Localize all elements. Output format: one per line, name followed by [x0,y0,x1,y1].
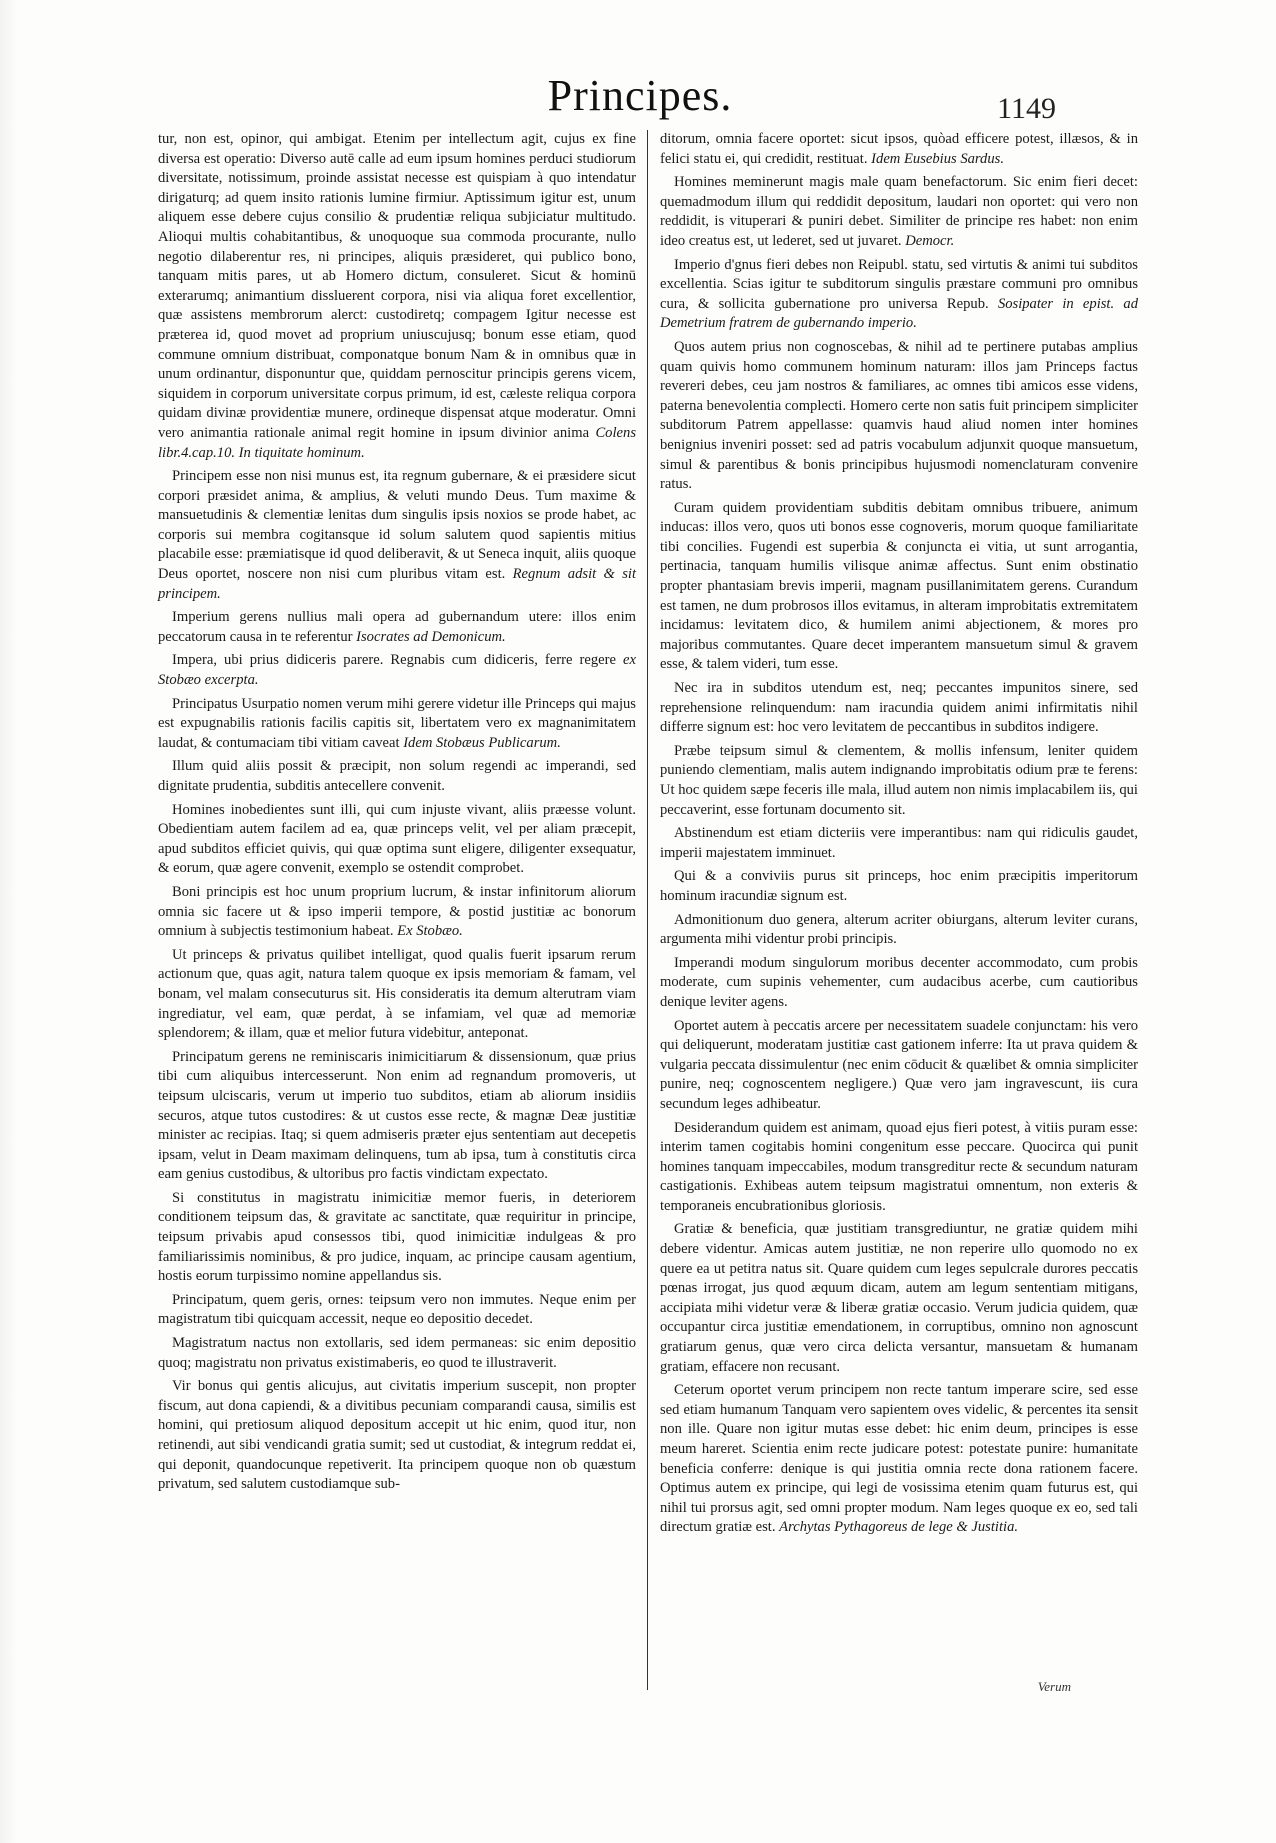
source-citation: Idem Eusebius Sardus. [871,150,1004,167]
paragraph-text: ditorum, omnia facere oportet: sicut ipsos, quòad efficere potest, illæsos, & in felici statu ei, qui credidit, restituat. [660,131,1138,167]
paragraph-text: Magistratum nactus non extollaris, sed idem permaneas: sic enim depositio quoq; magistratu non privatus existimaberis, eo quod te illustraverit. [158,1335,636,1371]
paragraph [158,608,636,647]
source-citation: Isocrates ad Demonicum. [356,628,506,645]
paragraph [660,1381,1138,1538]
paragraph [158,467,636,604]
paragraph [660,824,1138,863]
page-number: 1149 [997,92,1056,125]
paragraph [660,1017,1138,1115]
source-citation: Colens libr.4.cap.10. In tiquitate hominum. [158,424,636,461]
paragraph-text: Imperio d'gnus fieri debes non Reipubl. statu, sed virtutis & animi tui subditos excellentia. Scias igitur te subditorum singulis præstare communi pro omnibus cura, & sollicita gubernatione pro universa Repub. [660,256,1138,312]
paragraph [158,1048,636,1185]
paragraph [660,130,1138,169]
paragraph-text: Homines meminerunt magis male quam benefactorum. Sic enim fieri decet: quemadmodum illum qui reddidit depositum, laudari non oportet: qui vero non reddidit, is vituperari & puniri debet. Similiter de principe res habet: non enim ideo creatus est, ut lederet, sed ut juvaret. [660,174,1138,249]
paragraph-text: Curam quidem providentiam subditis debitam omnibus tribuere, animum inducas: illos vero, quos uti bonos esse cognoveris, morum quoque familiaritate tibi concilies. Fugendi est superbia & conjuncta ei vitia, ut sunt arrogantia, pertinacia, tanquam humilis vilisque animæ affectus. Sunt enim obstinatio propter phantasiam brevis imperii, magnam pusillanimitatem gerens. Curandum est tamen, ne dum probrosos illos evitamus, in alteram improbitatis extremitatem incidamus: levitatem dico, & humilem animi abjectionem, & mores pro majoribus commutantes. Quare decet imperantem mansuetum simul & gravem esse, & talem videri, tum esse. [660,499,1138,673]
paragraph-text: Principatum, quem geris, ornes: teipsum vero non immutes. Neque enim per magistratum tibi quicquam accessit, neque eo depositio decedet. [158,1291,636,1328]
paragraph [158,1377,636,1495]
paragraph-text: Boni principis est hoc unum proprium lucrum, & instar infinitorum aliorum omnia sic facere ut & ipso imperii tempore, & postid justitiæ ac bonorum omnium à subjectis testimonium habeat. [158,883,636,940]
paragraph-text: Principatus Usurpatio nomen verum mihi gerere videtur ille Princeps qui majus est expugnabilis rationis facilis capitis sit, libertatem vero ex magnanimitatem laudat, & contumaciam tibi vitiam caveat [158,695,636,751]
paragraph [660,256,1138,334]
paragraph [158,1189,636,1287]
paragraph [660,679,1138,738]
paragraph-text: Abstinendum est etiam dicteriis vere imperantibus: nam qui ridiculis gaudet, imperii majestatem imminuet. [660,825,1138,861]
paragraph [158,757,636,796]
paragraph [158,130,636,463]
paragraph [660,338,1138,495]
source-citation: Sosipater in epist. ad Demetrium fratrem de gubernando imperio. [660,295,1138,332]
paragraph-text: Vir bonus qui gentis alicujus, aut civitatis imperium suscepit, non propter fiscum, aut dona capiendi, & a divitibus pecuniam comparandi causa, similis est homini, qui pretiosum aliquod depositum accepit ut hic enim, quod itur, non retinendi, aut sibi vendicandi gratia sumit; sed ut custodiat, & integrum reddat ei, qui deponit, quandocunque repetiverit. Ita principem quoque non ob quæstum privatum, sed salutem custodiamque sub- [158,1378,636,1493]
paragraph [158,946,636,1044]
right-text-column [660,130,1138,1542]
paragraph-text: Ceterum oportet verum principem non recte tantum imperare scire, sed esse sed etiam humanum Tanquam vero sapientem oves videlic, & percentes ita sensit non ille. Quare non igitur mutas esse debet: hic enim deum, principes is esse meum hareret. Scientia enim recte judicare potest: potestate punire: humanitate beneficia conferre: denique is qui justitia omnia recte dona rationem facere. Optimus autem ex principe, qui legi de vosissima etenim quam futurus est, qui nihil tui prorsus agit, sed omni propter modum. Nam leges quoque ex eo, sed tali directum gratiæ est. [660,1382,1138,1536]
paragraph-text: Admonitionum duo genera, alterum acriter obiurgans, alterum leviter curans, argumenta mihi videntur probi principis. [660,911,1138,948]
paragraph [660,954,1138,1013]
paragraph-text: Gratiæ & beneficia, quæ justitiam transgrediuntur, ne gratiæ quidem mihi debere videntur. Amicas autem justitiæ, ne non reperire ullo quomodo no ex quere ea ut petitra natus sit. Quare quidem cum leges sepulcrale durores peccatis pœnas irrogat, jus quod æquum dicam, autem am legum sententiam mitigans, accipiata mihi videtur veræ & liberæ gratiæ occasio. Verum judicia quidem, quæ occupantur circa justitiæ emendationem, in corruptibus, omnino non agnoscunt gratiarum genus, quæ vero circa delicta versantur, mansuetam & humanam gratiam, effacere non recusant. [660,1221,1138,1375]
paragraph-text: Oportet autem à peccatis arcere per necessitatem suadele conjunctam: his vero qui deliquerunt, moderatam justitiæ cast gationem inferre: Ita ut prava quidem & vulgaria peccata dissimulentur (nec enim cōducit & quælibet & omnia simpliciter punire, neq; cognoscentem negligere.) Quæ vero jam ingravescunt, iis cura secundum leges adhibeatur. [660,1017,1138,1112]
scan-shadow [0,0,18,1843]
paragraph [660,1220,1138,1377]
paragraph-text: tur, non est, opinor, qui ambigat. Etenim per intellectum agit, cujus ex fine diversa est operatio: Diverso autē calle ad eum ipsum homines perduci studiorum diversitate, notissimum, proinde assistat necesse est quispiam à quo intendatur dirigaturq; ad quem insito rationis lumine firmiur. Aptissimum igitur est, unum aliquem esse debere cujus consilio & prudentiæ reliqua subjiciatur multitudo. Alioqui multis cohabitantibus, & unoquoque sua commoda procurante, nullo negotio dilaberentur res, ni principes, aliquis præsideret, qui publico bono, tanquam mitis pares, ut ab Homero dictum, consuleret. Sicut & hominū exterarumq; animantium dissluerent corpora, nisi via aliqua foret excellentior, quæ assistens membrorum alerct: custodiretq; compagem Igitur necesse est præterea id, quod movet ad proprium uniuscujusq; bonum esse etiam, quod commune omnium distribuat, componatque bonum Nam & in omnibus quæ in unum ordinantur, disponuntur que, quiddam pernoscitur principis gerens vicem, siquidem in corporum universitate corpus primum, id est, cæleste reliqua corpora quidam divinæ providentiæ munere, ordineque dispensat atque moderatur. Omni vero animantia rationale animal regit homine in ipsum divinior anima [158,131,636,441]
paragraph-text: Principatum gerens ne reminiscaris inimicitiarum & dissensionum, quæ prius tibi cum aliquibus intercesserunt. Non enim ad regnandum promoveris, ut teipsum ulciscaris, verum ut imperio tuo subditos, etiam ab aliorum insidiis securos, atque tutos custodires: & ut custos esse recte, & magnæ Deæ justitiæ minister ac recipias. Itaq; si quem admiseris præter ejus sententiam aut decepetis ipsam, velut in Deam maximam delinquens, tum ab ipsa, tum à constitutis circa eam genius custodibus, & ultoribus pro factis vindictam expectato. [158,1048,636,1183]
paragraph-text: Impera, ubi prius didiceris parere. Regnabis cum didiceris, ferre regere [172,652,616,669]
paragraph [158,651,636,690]
paragraph [158,1334,636,1373]
source-citation: Ex Stobæo. [397,923,463,940]
catchword: Verum [1037,1679,1071,1694]
paragraph [660,742,1138,820]
paragraph-text: Ut princeps & privatus quilibet intelligat, quod qualis fuerit ipsarum rerum actionum que, quas agit, natura talem quoque ex ipsis memoriam & famam, vel bonam, vel malam consecuturus sit. His consideratis ita demum alterutram viam ingrediatur, vel eam, quæ perdat, à se infamiam, vel quæ ad memoriæ splendorem; & illam, quæ et melior futura videbitur, anteponat. [158,946,636,1042]
source-citation: Idem Stobæus Publicarum. [403,734,561,751]
paragraph-text: Imperium gerens nullius mali opera ad gubernandum utere: illos enim peccatorum causa in te referentur [158,609,636,645]
paragraph [660,911,1138,950]
paragraph [158,695,636,754]
column-divider [647,130,648,1690]
paragraph [158,1291,636,1330]
paragraph-text: Illum quid aliis possit & præcipit, non solum regendi ac imperandi, sed dignitate prudentia, subditis antecellere convenit. [158,758,636,794]
paragraph [158,883,636,942]
source-citation: Archytas Pythagoreus de lege & Justitia. [779,1519,1019,1536]
paragraph-text: Principem esse non nisi munus est, ita regnum gubernare, & ei præsidere sicut corpori præsidet anima, & amplius, & veluti mundo Deus. Tum maxime & mansuetudinis & clementiæ lenitas dum singulis ipsis noxios se prode habet, ac corporis sui membra cogitansque id solum salutem quod sapientis mitius placabile esse: præmiatisque id quod deliberavit, & ut Seneca inquit, aliis quoque Deus oportet, noscere non nisi cum pluribus vitam est. [158,468,636,583]
paragraph [158,801,636,879]
paragraph-text: Desiderandum quidem est animam, quoad ejus fieri potest, à vitiis puram esse: interim tamen cogitabis homini congenitum esse peccare. Quocirca qui punit homines tanquam impeccabiles, modum transgreditur recte & secundum naturam castigationis. Exhibeas autem teipsum magistratui omnentum, non exteris & temporaneis encubrationibus gloriosis. [660,1119,1138,1214]
paragraph [660,1119,1138,1217]
source-citation: Regnum adsit & sit principem. [158,566,637,602]
paragraph [660,867,1138,906]
paragraph-text: Homines inobedientes sunt illi, qui cum injuste vivant, aliis præesse volunt. Obedientiam autem facilem ad ea, quæ princeps velit, vel per aliam præcepit, apud subditos efficiet quivis, qui quæ optima sunt eligere, diligenter exsequatur, & eorum, quæ agere convenit, exemplo se ostendit comprobet. [158,801,636,877]
paragraph [660,173,1138,251]
paragraph-text: Qui & a conviviis purus sit princeps, hoc enim præcipitis imperitorum hominum iracundiæ signum est. [660,868,1138,904]
running-head: Principes. [547,71,733,120]
left-text-column [158,130,636,1499]
paragraph-text: Præbe teipsum simul & clementem, & mollis infensum, leniter quidem puniendo clementiam, malis autem indignando improbitatis odium præ te ferens: Ut hoc quidem sæpe feceris ille mala, illud autem non nimis implacabilem iis, qui peccaverint, esse fortunam documento sit. [660,742,1138,818]
paragraph-text: Quos autem prius non cognoscebas, & nihil ad te pertinere putabas amplius quam quivis homo communem hominum naturam: illos jam Princeps factus revereri debes, ceu jam nostros & familiares, ac omnes tibi amicos esse videns, paterna benevolentia complecti. Homero certe non satis fuit principem simpliciter subditorum Patrem appellasse: quamvis haud aliud nomen inter homines benignius inveniri posset: sed ad patris vocabulum adjunxit quoque mansuetum, simul & parentibus & bonis principibus hujusmodi nomenclaturam convenire ratus. [660,338,1138,493]
source-citation: ex Stobæo excerpta. [158,652,636,689]
paragraph-text: Imperandi modum singulorum moribus decenter accommodato, cum probis moderate, cum supinis vehementer, cum audacibus acerbe, cum cautioribus denique leviter agens. [660,954,1138,1010]
paragraph [660,499,1138,675]
paragraph-text: Si constitutus in magistratu inimicitiæ memor fueris, in deteriorem conditionem teipsum das, & gravitate ac sanctitate, quæ requiritur in principe, teipsum privabis apud consessos tibi, quod inimicitiæ indulgeas & pro familiarissimis nominibus, & pro judice, inquam, ac principe causam agentium, hostis eorum turpissimo nomine appellandus sis. [158,1189,636,1285]
source-citation: Democr. [905,232,955,249]
paragraph-text: Nec ira in subditos utendum est, neq; peccantes impunitos sinere, sed reprehensione relinquendum: nam iracundia quidem animi infirmitatis nihil differre signum est: hoc vero levitatem de peccantibus in subditos indigere. [660,680,1138,736]
